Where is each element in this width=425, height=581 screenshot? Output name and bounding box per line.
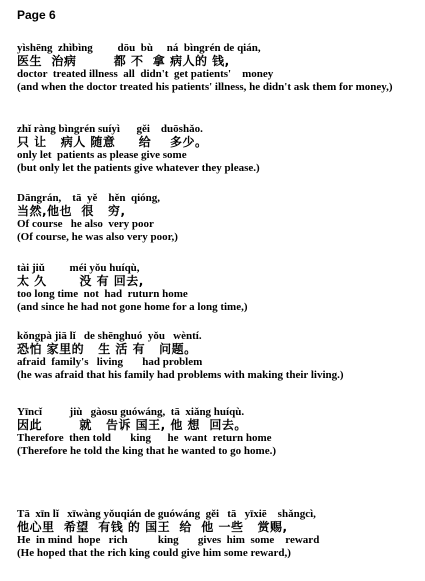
sentence-block [17,406,419,458]
sentence-block [17,330,419,382]
hanzi-line: 恐怕 家里的 生 活 有 问题。 [17,342,197,356]
sentence-block [17,123,419,175]
gloss-line: He in mind hope rich king gives him some reward [17,534,320,546]
hanzi-line: 他心里 希望 有钱 的 国王 给 他 一些 赏赐, [17,520,288,534]
sentence-block [17,262,419,314]
translation-line: (and since he had not gone home for a long time,) [17,301,248,313]
translation-line: (He hoped that the rich king could give him some reward,) [17,547,291,559]
hanzi-line: 只 让 病人 随意 给 多少。 [17,135,208,149]
hanzi-line: 医生 治病 都 不 拿 病人的 钱, [17,54,230,68]
hanzi-line: 太 久 没 有 回去, [17,274,144,288]
page-title: Page 6 [17,8,56,22]
translation-line: (Of course, he was also very poor,) [17,231,178,243]
gloss-line: too long time not had ruturn home [17,288,188,300]
gloss-line: afraid family's living had problem [17,356,203,368]
pinyin-line: zhǐ ràng bìngrén suíyì gěi duōshǎo. [17,123,203,135]
translation-line: (but only let the patients give whatever they please.) [17,162,260,174]
translation-line: (he was afraid that his family had problems with making their living.) [17,369,344,381]
gloss-line: Therefore then told king he want return home [17,432,272,444]
translation-line: (and when the doctor treated his patients' illness, he didn't ask them for money,) [17,81,393,93]
pinyin-line: kǒngpà jiā lǐ de shēnghuó yǒu wèntí. [17,330,202,342]
sentence-block [17,42,419,94]
pinyin-line: Dāngrán, tā yě hěn qióng, [17,192,161,204]
pinyin-line: yìshēng zhìbìng dōu bù ná bìngrén de qián, [17,42,261,54]
pinyin-line: Tā xīn lǐ xīwàng yǒuqián de guówáng gěi tā yīxiē shǎngcì, [17,508,316,520]
translation-line: (Therefore he told the king that he wanted to go home.) [17,445,276,457]
gloss-line: doctor treated illness all didn't get patients' money [17,68,274,80]
sentence-block [17,508,419,560]
hanzi-line: 因此 就 告诉 国王, 他 想 回去。 [17,418,247,432]
sentence-block [17,192,419,244]
gloss-line: Of course he also very poor [17,218,154,230]
hanzi-line: 当然,他也 很 穷, [17,204,126,218]
pinyin-line: Yīncǐ jiù gàosu guówáng, tā xiǎng huíqù. [17,406,245,418]
gloss-line: only let patients as please give some [17,149,187,161]
pinyin-line: tài jiǔ méi yǒu huíqù, [17,262,140,274]
